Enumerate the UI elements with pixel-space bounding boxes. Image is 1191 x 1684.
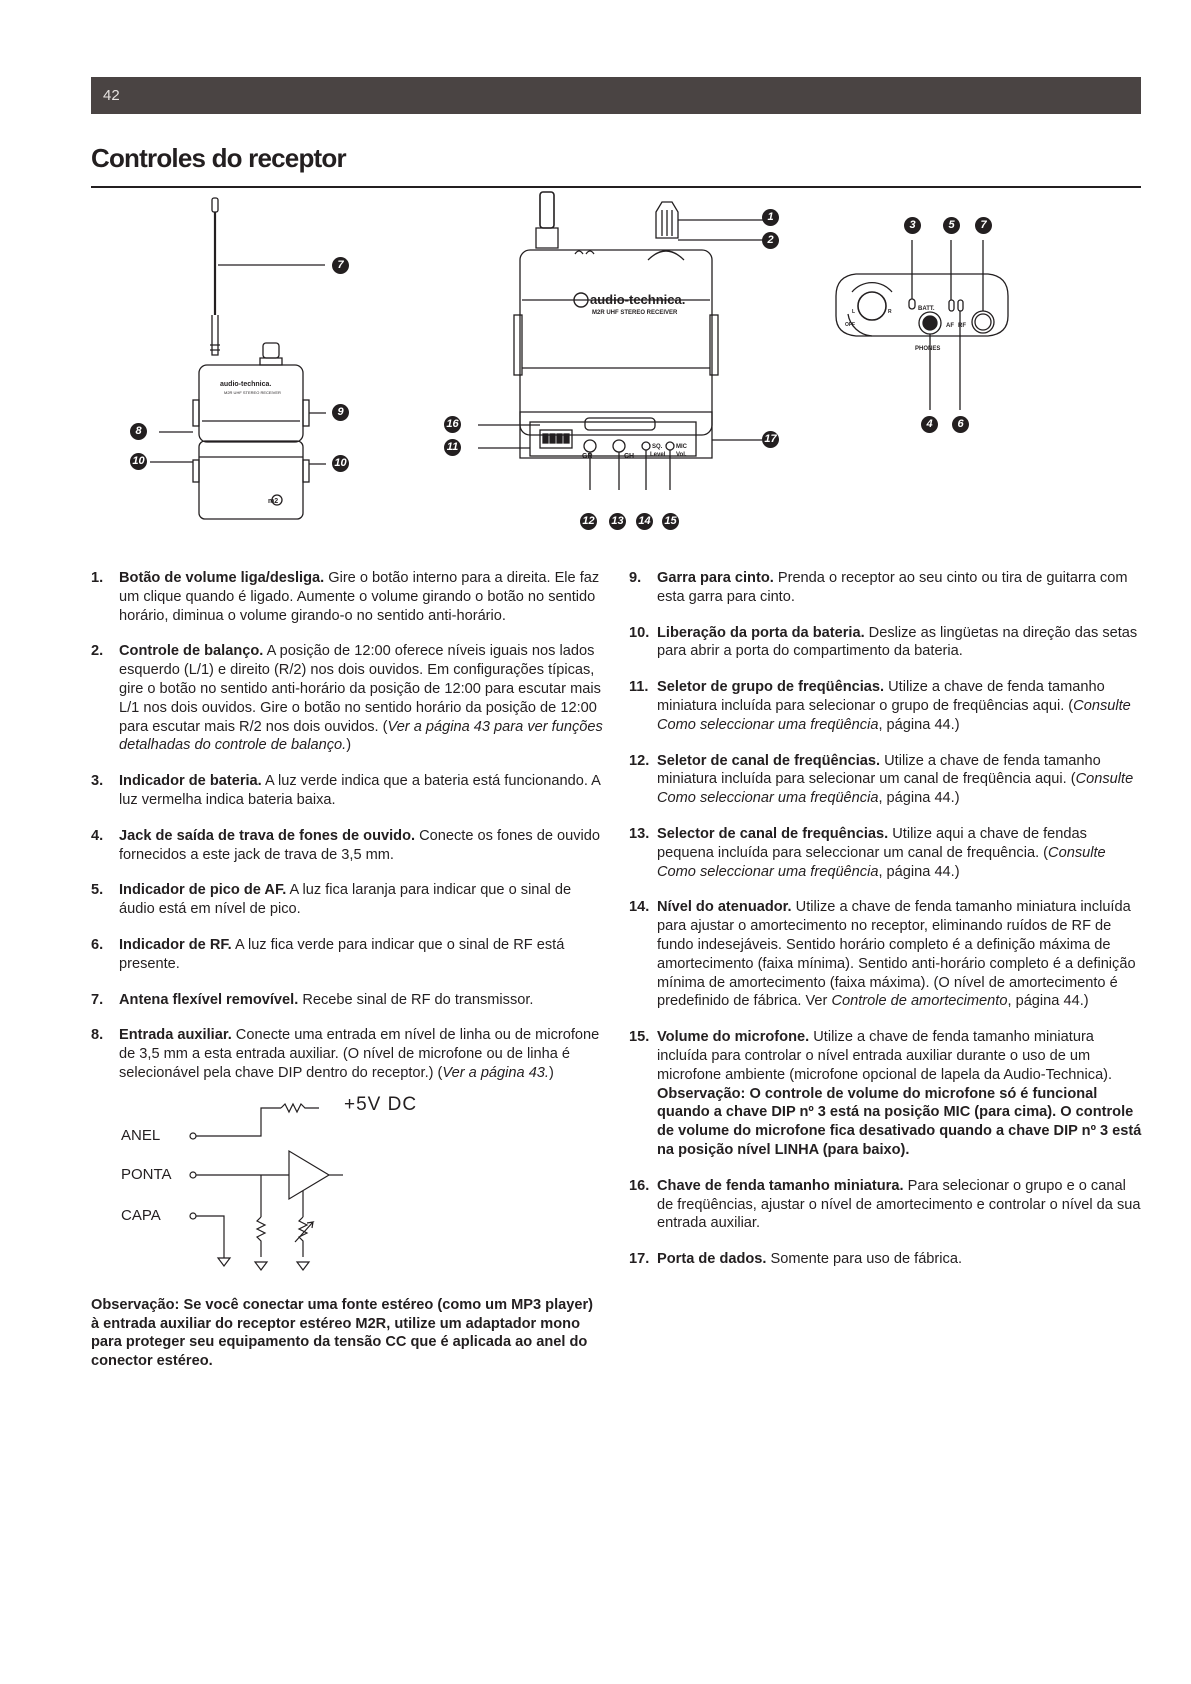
callout-2: 2 <box>762 232 779 249</box>
callout-13: 13 <box>609 513 626 530</box>
callout-15: 15 <box>662 513 679 530</box>
page-header-bar <box>91 77 1141 114</box>
off-label: OFF <box>845 322 855 328</box>
callout-7-top: 7 <box>975 217 992 234</box>
callout-4: 4 <box>921 416 938 433</box>
vol-label: Vol. <box>676 452 687 458</box>
callout-1: 1 <box>762 209 779 226</box>
list-item-16: 16. Chave de fenda tamanho miniatura. Para selecionar o grupo e o canal de freqüências, ajustar o nível de amortecimento e controlar o nível da sua entrada auxiliar. <box>629 1177 1141 1232</box>
page-title: Controles do receptor <box>91 143 346 173</box>
gr-label: GR <box>582 453 593 460</box>
list-item-2: 2. Controle de balanço. A posição de 12:00 oferece níveis iguais nos lados esquerdo (L/1) e direito (R/2) nos dois ouvidos. Em configurações típicas, gire o botão no sentido anti-horário da posição de 12:00 para escutar mais L/1 nos dois ouvidos. Gire o botão no sentido horário da posição de 12:00 para escutar mais R/2 nos dois ouvidos. (Ver a página 43 para ver funções detalhadas do controle de balanço.) <box>91 643 603 754</box>
voltage-label: +5V DC <box>344 1093 418 1115</box>
callout-10-left: 10 <box>130 453 147 470</box>
callout-7-left: 7 <box>332 257 349 274</box>
mic-label: MIC <box>676 444 687 450</box>
model-text: M2R UHF STEREO RECEIVER <box>592 310 678 316</box>
brand-text: audio-technica. <box>590 292 686 307</box>
callout-11: 11 <box>444 439 461 456</box>
ch-label: CH <box>624 453 635 460</box>
receiver-side-figure <box>120 195 380 530</box>
page-number: 42 <box>103 87 120 104</box>
ring-label: ANEL <box>121 1126 161 1144</box>
callout-6: 6 <box>952 416 969 433</box>
list-item-17: 17. Porta de dados. Somente para uso de fábrica. <box>629 1251 962 1268</box>
list-item-4: 4. Jack de saída de trava de fones de ouvido. Conecte os fones de ouvido fornecidos a este jack de trava de 3,5 mm. <box>91 827 601 863</box>
list-item-11: 11. Seletor de grupo de freqüências. Utilize a chave de fenda tamanho miniatura incluída para selecionar o grupo de freqüências aqui. (Consulte Como seleccionar uma freqüência, página 44.) <box>629 679 1131 733</box>
list-item-3: 3. Indicador de bateria. A luz verde indica que a bateria está funcionando. A luz vermelha indica bateria baixa. <box>91 773 601 808</box>
list-item-1: 1. Botão de volume liga/desliga. Gire o botão interno para a direita. Ele faz um clique quando é ligado. Aumente o volume girando o botão no sentido horário, diminua o volume girando-o no sentido anti-horário. <box>91 570 600 624</box>
list-item-8: 8. Entrada auxiliar. Conecte uma entrada em nível de linha ou de microfone de 3,5 mm a esta entrada auxiliar. (O nível de microfone ou de linha é selecionável pela chave DIP dentro do receptor.) (Ver a página 43.) <box>91 1027 600 1081</box>
receiver-top-panel-figure <box>830 210 1020 410</box>
list-item-10: 10. Liberação da porta da bateria. Deslize as lingüetas na direção das setas para abrir a porta do compartimento da bateria. <box>629 624 1138 660</box>
rf-label: RF <box>958 323 966 329</box>
list-item-6: 6. Indicador de RF. A luz fica verde para indicar que o sinal de RF está presente. <box>91 936 565 972</box>
callout-8: 8 <box>130 423 147 440</box>
small-logo-text: m2 <box>268 498 279 505</box>
list-item-9: 9. Garra para cinto. Prenda o receptor ao seu cinto ou tira de guitarra com esta garra para cinto. <box>629 570 1128 605</box>
af-label: AF <box>946 323 954 329</box>
list-item-5: 5. Indicador de pico de AF. A luz fica laranja para indicar que o sinal de áudio está em nível de pico. <box>91 882 572 918</box>
sleeve-label: CAPA <box>121 1206 161 1224</box>
list-item-12: 12. Seletor de canal de freqüências. Utilize a chave de fenda tamanho miniatura incluída para selecionar um canal de freqüência aqui. (Consulte Como seleccionar uma freqüência, página 44.) <box>629 752 1134 807</box>
phones-label: PHONES <box>915 346 941 352</box>
tip-label: PONTA <box>121 1165 172 1183</box>
l-label: L <box>852 309 856 315</box>
small-brand-text: audio-technica. <box>220 381 272 388</box>
callout-14: 14 <box>636 513 653 530</box>
title-divider <box>91 186 1141 188</box>
small-model-text: M2R UHF STEREO RECEIVER <box>224 390 281 395</box>
aux-input-schematic <box>91 1093 603 1286</box>
callout-3: 3 <box>904 217 921 234</box>
batt-label: BATT. <box>918 306 935 312</box>
level-label: Level <box>650 452 666 458</box>
schematic-wiring <box>91 1093 603 1286</box>
r-label: R <box>888 309 892 315</box>
receiver-front-figure <box>440 190 780 520</box>
list-item-7: 7. Antena flexível removível. Recebe sinal de RF do transmissor. <box>91 991 534 1008</box>
callout-5: 5 <box>943 217 960 234</box>
callout-17: 17 <box>762 431 779 448</box>
sq-label: SQ. <box>652 444 663 450</box>
callout-9: 9 <box>332 404 349 421</box>
stereo-source-note: Observação: Se você conectar uma fonte estéreo (como um MP3 player) à entrada auxiliar do receptor estéreo M2R, utilize um adaptador mono para proteger seu equipamento da tensão CC que é aplicada ao anel do conector estéreo. <box>91 1296 594 1370</box>
callout-12: 12 <box>580 513 597 530</box>
right-column <box>629 569 1144 1286</box>
list-item-15: 15. Volume do microfone. Utilize a chave de fenda tamanho miniatura incluída para controlar o nível entrada auxiliar durante o uso de um microfone ambiente (microfone opcional de lapela da Audio-Technica). Observação: O controle de volume do microfone só é funcional quando a chave DIP nº 3 está na posição MIC (para cima). O controle de volume do microfone fica desativado quando a chave DIP nº 3 está na posição nível LINHA (para baixo). <box>629 1029 1142 1158</box>
callout-10-right: 10 <box>332 455 349 472</box>
callout-16: 16 <box>444 416 461 433</box>
list-item-13: 13. Selector de canal de frequências. Utilize aqui a chave de fendas pequena incluída para seleccionar um canal de frequência. (Consulte Como seleccionar uma freqüência, página 44.) <box>629 825 1106 880</box>
list-item-14: 14. Nível do atenuador. Utilize a chave de fenda tamanho miniatura incluída para ajustar o amortecimento no receptor, eliminando ruídos de RF de fundo indesejáveis. Sentido horário completo é a definição máxima de amortecimento (faixa mínima). Sentido anti-horário completo é a definição mínima de amortecimento (faixa máxima). (O nível de amortecimento é predefinido de fábrica. Ver Controle de amortecimento, página 44.) <box>629 899 1136 1010</box>
left-column <box>91 569 603 1371</box>
